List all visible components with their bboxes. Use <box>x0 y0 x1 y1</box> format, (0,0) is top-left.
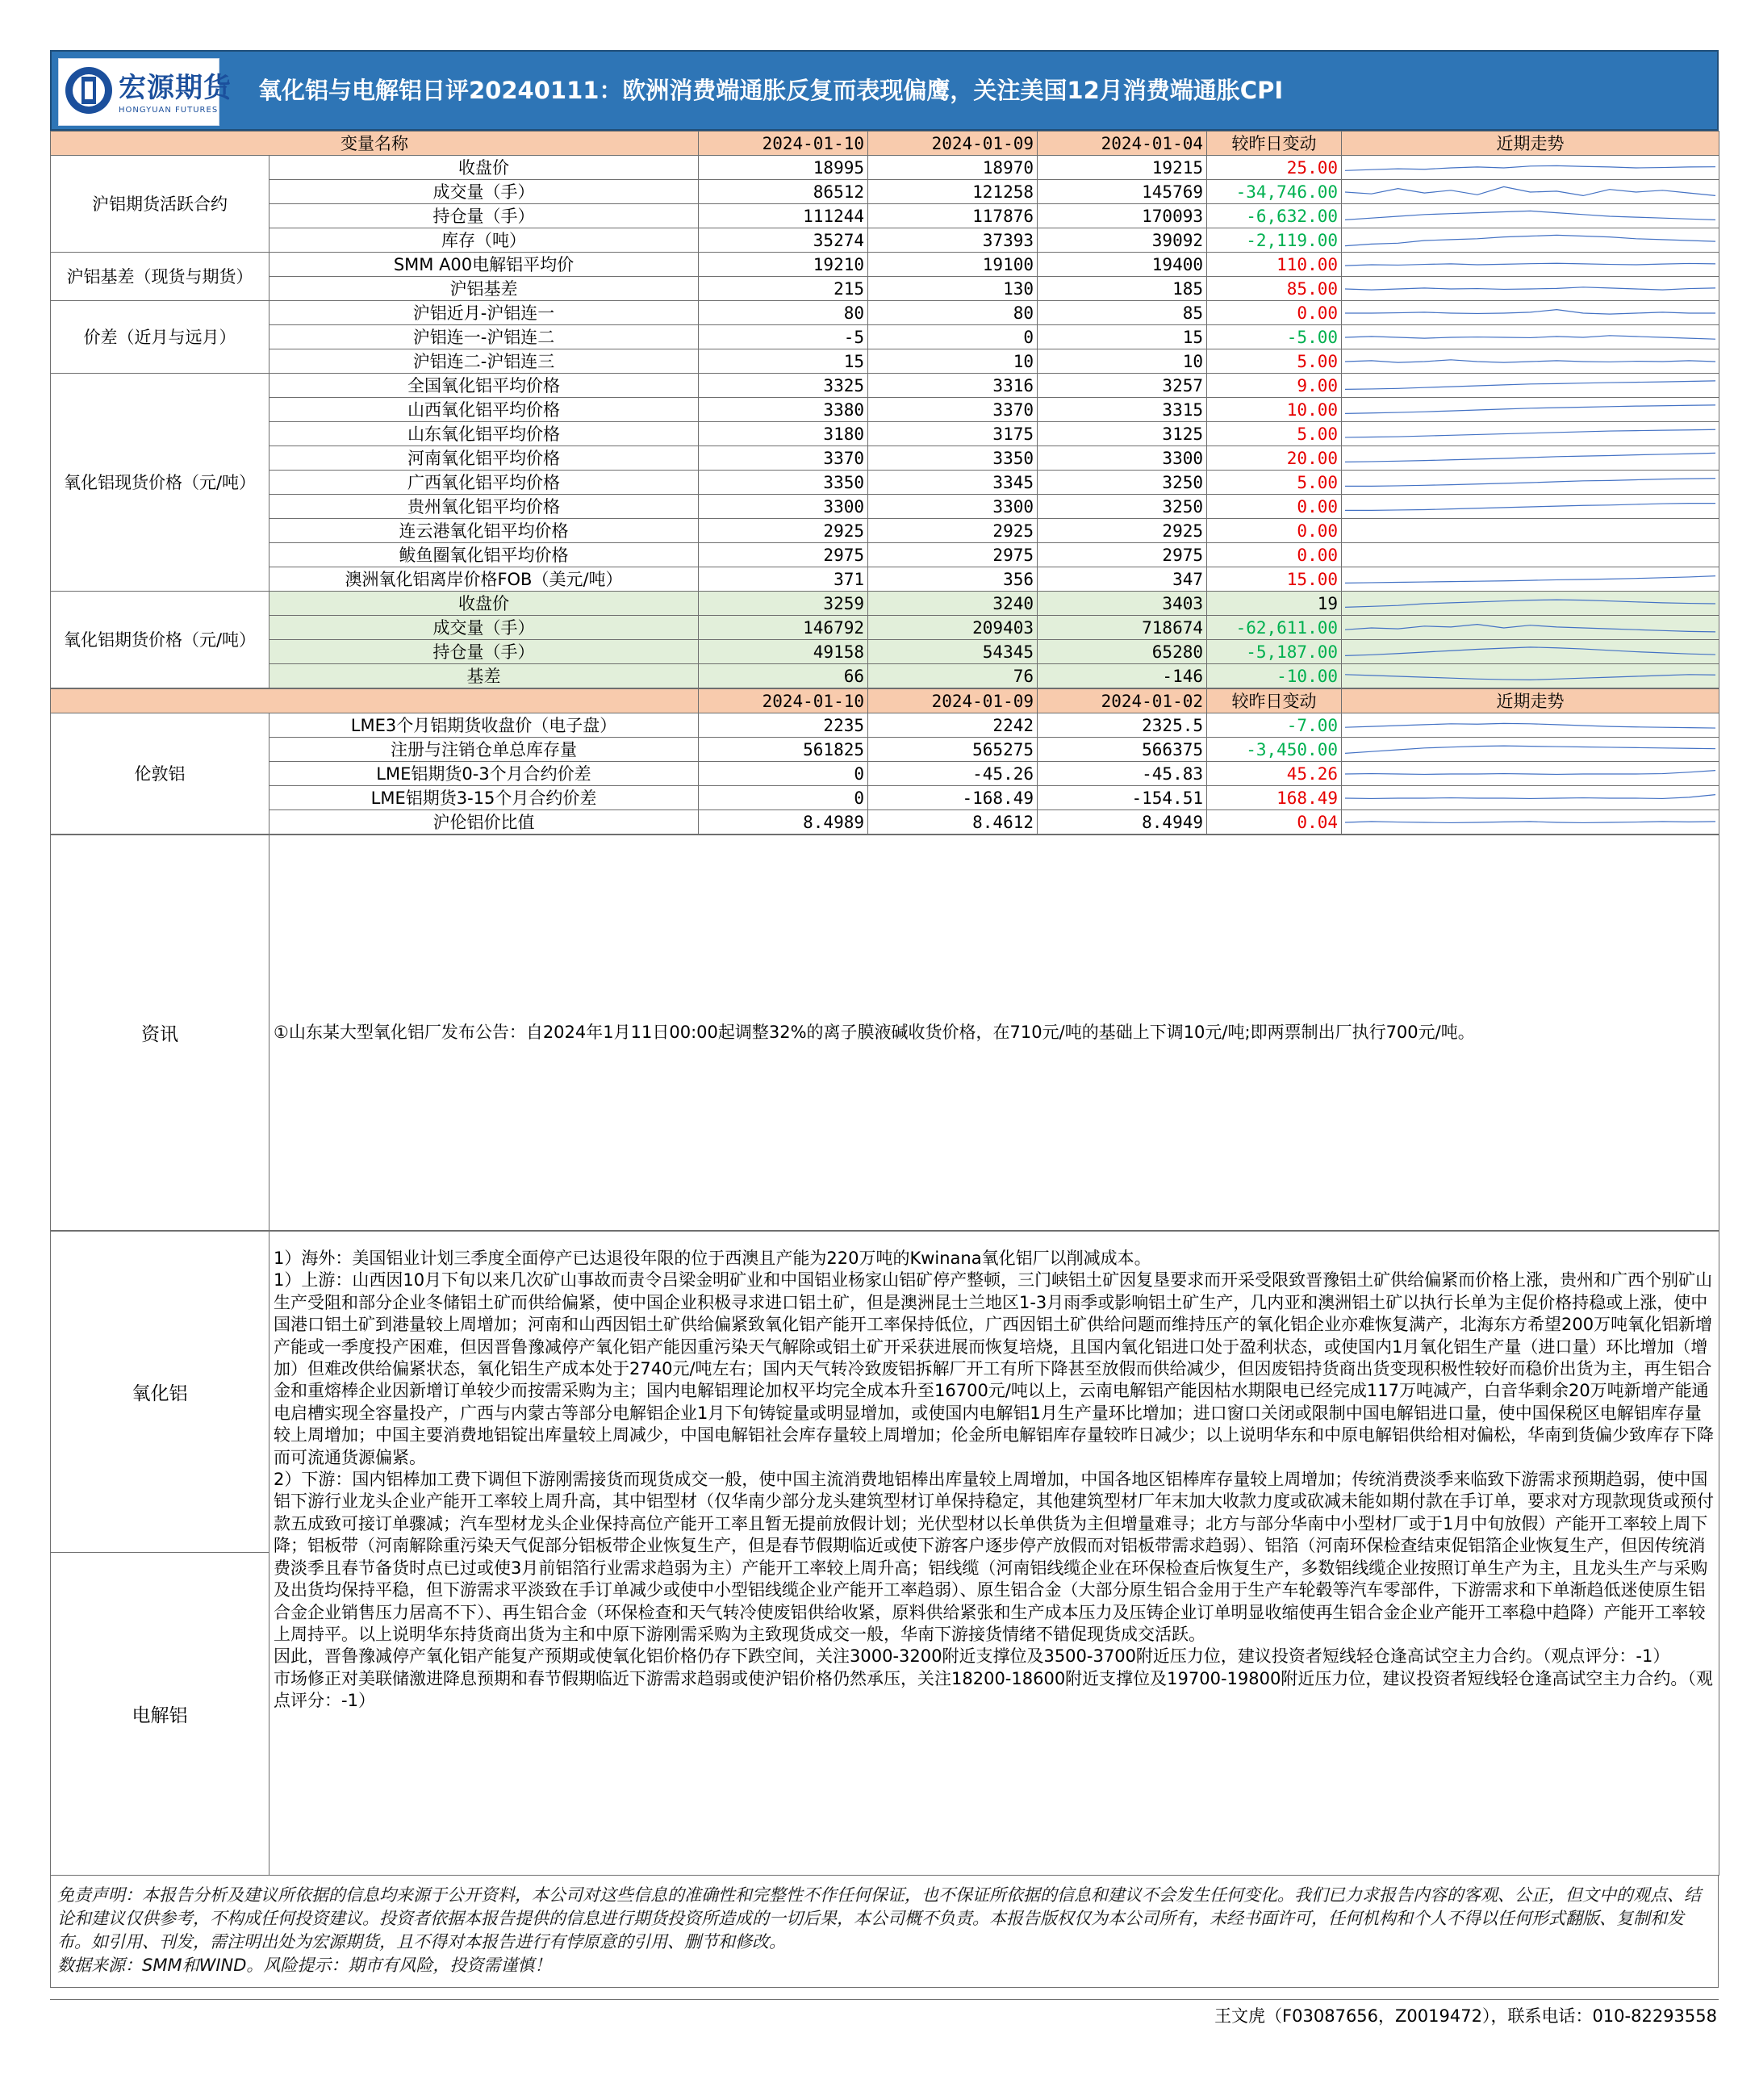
row-value-2: 2242 <box>868 713 1038 738</box>
row-value-2: 0 <box>868 325 1038 349</box>
table-row <box>51 543 1719 567</box>
row-value-3: 185 <box>1038 277 1207 301</box>
table-row <box>51 398 1719 422</box>
row-value-1: 2235 <box>699 713 868 738</box>
row-value-3: -45.83 <box>1038 762 1207 786</box>
row-variable: 全国氧化铝平均价格 <box>269 374 699 398</box>
trend-sparkline <box>1345 375 1715 396</box>
row-trend-cell <box>1342 519 1719 543</box>
row-variable: 山东氧化铝平均价格 <box>269 422 699 446</box>
trend-line <box>1345 770 1715 774</box>
row-change: -34,746.00 <box>1207 180 1342 204</box>
header-row <box>51 132 1719 156</box>
row-change: 85.00 <box>1207 277 1342 301</box>
row-change: -62,611.00 <box>1207 616 1342 640</box>
row-trend-cell <box>1342 640 1719 664</box>
row-change: 5.00 <box>1207 422 1342 446</box>
row-value-1: 49158 <box>699 640 868 664</box>
logo-emblem-icon <box>64 65 114 115</box>
domestic-data-table <box>50 131 1719 688</box>
header-col-4: 较昨日变动 <box>1207 132 1342 156</box>
table-row <box>51 325 1719 349</box>
row-value-3: 19400 <box>1038 253 1207 277</box>
row-trend-cell <box>1342 446 1719 471</box>
row-value-2: 76 <box>868 664 1038 688</box>
row-variable: 沪铝连二-沪铝连三 <box>269 349 699 374</box>
trend-line <box>1345 380 1715 389</box>
row-value-1: 86512 <box>699 180 868 204</box>
row-value-1: 19210 <box>699 253 868 277</box>
table-row <box>51 616 1719 640</box>
row-value-3: 85 <box>1038 301 1207 325</box>
row-change: 19 <box>1207 592 1342 616</box>
row-variable: 成交量（手） <box>269 616 699 640</box>
trend-sparkline <box>1345 715 1715 736</box>
row-value-1: 3325 <box>699 374 868 398</box>
category-label: 价差（近月与远月） <box>51 301 269 374</box>
trend-sparkline <box>1345 521 1715 542</box>
table-row <box>51 567 1719 592</box>
row-value-2: 3240 <box>868 592 1038 616</box>
trend-line <box>1345 211 1715 220</box>
row-value-2: 80 <box>868 301 1038 325</box>
analysis-overseas: 1）海外：美国铝业计划三季度全面停产已达退役年限的位于西澳且产能为220万吨的Kwinana氧化铝厂以削减成本。 <box>274 1249 1151 1268</box>
row-value-2: 37393 <box>868 228 1038 253</box>
row-value-3: 145769 <box>1038 180 1207 204</box>
table-row <box>51 422 1719 446</box>
trend-line <box>1345 186 1715 195</box>
table-row <box>51 228 1719 253</box>
row-variable: 连云港氧化铝平均价格 <box>269 519 699 543</box>
table-row <box>51 713 1719 738</box>
row-change: 0.00 <box>1207 543 1342 567</box>
trend-line <box>1345 624 1715 631</box>
trend-line <box>1345 674 1715 680</box>
trend-sparkline <box>1345 788 1715 809</box>
trend-line <box>1345 723 1715 728</box>
row-change: -5,187.00 <box>1207 640 1342 664</box>
data-source-text: 数据来源：SMM和WIND。风险提示：期市有风险，投资需谨慎！ <box>57 1956 552 1975</box>
category-label: 氧化铝期货价格（元/吨） <box>51 592 269 688</box>
row-change: -3,450.00 <box>1207 738 1342 762</box>
row-trend-cell <box>1342 762 1719 786</box>
row-value-1: 371 <box>699 567 868 592</box>
row-value-2: 209403 <box>868 616 1038 640</box>
row-value-2: 117876 <box>868 204 1038 228</box>
trend-sparkline <box>1345 327 1715 348</box>
row-value-1: 146792 <box>699 616 868 640</box>
row-trend-cell <box>1342 349 1719 374</box>
row-change: 10.00 <box>1207 398 1342 422</box>
category-label: 沪铝期货活跃合约 <box>51 156 269 253</box>
row-value-2: 10 <box>868 349 1038 374</box>
row-variable: 注册与注销仓单总库存量 <box>269 738 699 762</box>
trend-line <box>1345 335 1715 338</box>
row-variable: 基差 <box>269 664 699 688</box>
row-value-3: 10 <box>1038 349 1207 374</box>
company-logo <box>58 58 232 126</box>
row-value-2: 121258 <box>868 180 1038 204</box>
row-value-2: 3300 <box>868 495 1038 519</box>
row-change: 110.00 <box>1207 253 1342 277</box>
row-variable: 澳洲氧化铝离岸价格FOB（美元/吨） <box>269 567 699 592</box>
header-row <box>51 689 1719 713</box>
row-value-2: 54345 <box>868 640 1038 664</box>
row-value-1: 15 <box>699 349 868 374</box>
trend-sparkline <box>1345 666 1715 687</box>
row-value-1: 3370 <box>699 446 868 471</box>
row-value-2: 565275 <box>868 738 1038 762</box>
news-label: 资讯 <box>51 835 269 1231</box>
news-text: ①山东某大型氧化铝厂发布公告：自2024年1月11日00:00起调整32%的离子膜液碱收货价格，在710元/吨的基础上下调10元/吨;即两票制出厂执行700元/吨。 <box>274 1022 1475 1042</box>
row-value-2: 19100 <box>868 253 1038 277</box>
logo-english-name: HONGYUAN FUTURES <box>119 106 219 115</box>
row-value-1: 18995 <box>699 156 868 180</box>
row-change: 0.04 <box>1207 810 1342 835</box>
row-value-3: -146 <box>1038 664 1207 688</box>
trend-sparkline <box>1345 157 1715 178</box>
row-value-1: 3350 <box>699 471 868 495</box>
row-change: 25.00 <box>1207 156 1342 180</box>
row-value-3: 3403 <box>1038 592 1207 616</box>
trend-line <box>1345 453 1715 462</box>
row-trend-cell <box>1342 567 1719 592</box>
header-col-2: 2024-01-09 <box>868 689 1038 713</box>
row-trend-cell <box>1342 471 1719 495</box>
row-value-2: 2925 <box>868 519 1038 543</box>
row-value-1: 3300 <box>699 495 868 519</box>
row-value-3: 3250 <box>1038 471 1207 495</box>
row-variable: 库存（吨） <box>269 228 699 253</box>
row-value-3: 2975 <box>1038 543 1207 567</box>
table-row <box>51 180 1719 204</box>
row-change: 45.26 <box>1207 762 1342 786</box>
trend-sparkline <box>1345 182 1715 203</box>
news-content <box>269 835 1719 1231</box>
row-value-1: 3180 <box>699 422 868 446</box>
row-trend-cell <box>1342 592 1719 616</box>
trend-sparkline <box>1345 254 1715 275</box>
trend-line <box>1345 165 1715 170</box>
analysis-conclusion-alumina: 因此，晋鲁豫减停产氧化铝产能复产预期或使氧化铝价格仍存下跌空间，关注3000-3200附近支撑位及3500-3700附近压力位，建议投资者短线轻仓逢高试空主力合约。（观点评分：-1） <box>274 1646 1670 1667</box>
analysis-conclusion-aluminium: 市场修正对美联储激进降息预期和春节假期临近下游需求趋弱或使沪铝价格仍然承压，关注18200-18600附近支撑位及19700-19800附近压力位，建议投资者短线轻仓逢高试空主力合约。（观点评分：-1） <box>274 1668 1713 1711</box>
row-variable: 沪铝连一-沪铝连二 <box>269 325 699 349</box>
header-col-4: 较昨日变动 <box>1207 689 1342 713</box>
row-variable: 成交量（手） <box>269 180 699 204</box>
trend-line <box>1345 359 1715 362</box>
row-change: -6,632.00 <box>1207 204 1342 228</box>
row-value-3: 15 <box>1038 325 1207 349</box>
row-value-3: 3315 <box>1038 398 1207 422</box>
row-value-1: 3259 <box>699 592 868 616</box>
trend-sparkline <box>1345 278 1715 299</box>
row-value-3: 8.4949 <box>1038 810 1207 835</box>
row-trend-cell <box>1342 301 1719 325</box>
header-variable <box>51 689 699 713</box>
row-trend-cell <box>1342 325 1719 349</box>
trend-line <box>1345 404 1715 413</box>
trend-line <box>1345 646 1715 655</box>
row-value-3: 2925 <box>1038 519 1207 543</box>
row-trend-cell <box>1342 495 1719 519</box>
row-variable: 山西氧化铝平均价格 <box>269 398 699 422</box>
category-label: 沪铝基差（现货与期货） <box>51 253 269 301</box>
row-value-3: 65280 <box>1038 640 1207 664</box>
analysis-downstream: 2）下游：国内铝棒加工费下调但下游刚需接货而现货成交一般，使中国主流消费地铝棒出库量较上周增加，中国各地区铝棒库存量较上周增加；传统消费淡季来临致下游需求预期趋弱，使中国铝下游行业龙头企业产能开工率较上周升高，其中铝型材（仅华南少部分龙头建筑型材订单保持稳定，其他建筑型材厂年末加大收款力度或砍减未能如期付款在手订单，要求对方现款现货或预付款五成致可接订单骤减；汽车型材龙头企业保持高位产能开工率且暂无提前放假计划；光伏型材以长单供货为主但增量难寻；北方与部分华南中小型材厂或于1月中旬放假）产能开工率较上周下降；铝板带（河南解除重污染天气促部分铝板带企业恢复生产，但是春节假期临近或使下游客户逐步停产放假而对铝板带需求趋弱）、铝箔（河南环保检查结束促铝箔企业恢复生产，但因传统消费淡季且春节备货时点已过或使3月前铝箔行业需求趋弱为主）产能开工率较上周升高；铝线缆（河南铝线缆企业在环保检查后恢复生产，多数铝线缆企业按照订单生产为主，且龙头生产与采购及出货均保持平稳，但下游需求平淡致在手订单减少或使中小型铝线缆企业产能开工率趋弱）、原生铝合金（大部分原生铝合金用于生产车轮毂等汽车零部件，下游需求和下单渐趋低迷使原生铝合金企业销售压力居高不下）、再生铝合金（环保检查和天气转冷使废铝供给收紧，原料供给紧张和生产成本压力及压铸企业订单明显收缩使再生铝合金企业产能开工率稳中趋降）产能开工率较上周持平。以上说明华东持货商出货为主和中原下游刚需采购为主致现货成交一般，华南下游接货情绪不错促现货成交活跃。 <box>274 1470 1714 1644</box>
category-label: 氧化铝现货价格（元/吨） <box>51 374 269 592</box>
trend-sparkline <box>1345 303 1715 324</box>
row-change: 5.00 <box>1207 471 1342 495</box>
row-variable: 沪伦铝价比值 <box>269 810 699 835</box>
row-trend-cell <box>1342 180 1719 204</box>
row-variable: 广西氧化铝平均价格 <box>269 471 699 495</box>
row-trend-cell <box>1342 398 1719 422</box>
header-col-2: 2024-01-09 <box>868 132 1038 156</box>
row-value-2: 3316 <box>868 374 1038 398</box>
row-variable: 沪铝近月-沪铝连一 <box>269 301 699 325</box>
row-value-1: 8.4989 <box>699 810 868 835</box>
row-trend-cell <box>1342 786 1719 810</box>
row-value-2: 356 <box>868 567 1038 592</box>
trend-sparkline <box>1345 400 1715 420</box>
row-value-2: 130 <box>868 277 1038 301</box>
row-trend-cell <box>1342 616 1719 640</box>
table-row <box>51 640 1719 664</box>
analyst-contact: 王文虎（F03087656，Z0019472），联系电话：010-82293558 <box>50 1999 1719 2032</box>
report-sheet <box>50 50 1719 2032</box>
row-change: 0.00 <box>1207 301 1342 325</box>
row-value-1: -5 <box>699 325 868 349</box>
table-row <box>51 786 1719 810</box>
analysis-content <box>269 1232 1719 1876</box>
report-header <box>50 50 1719 131</box>
row-value-1: 215 <box>699 277 868 301</box>
row-value-1: 561825 <box>699 738 868 762</box>
row-variable: 持仓量（手） <box>269 204 699 228</box>
row-value-1: 66 <box>699 664 868 688</box>
row-value-3: 170093 <box>1038 204 1207 228</box>
trend-sparkline <box>1345 472 1715 493</box>
row-change: 5.00 <box>1207 349 1342 374</box>
row-trend-cell <box>1342 374 1719 398</box>
row-change: -10.00 <box>1207 664 1342 688</box>
trend-sparkline <box>1345 593 1715 614</box>
row-trend-cell <box>1342 543 1719 567</box>
row-value-2: -45.26 <box>868 762 1038 786</box>
trend-line <box>1345 575 1715 583</box>
disclaimer-text: 免责声明：本报告分析及建议所依据的信息均来源于公开资料，本公司对这些信息的准确性和完整性不作任何保证，也不保证所依据的信息和建议不会发生任何变化。我们已力求报告内容的客观、公正，但文中的观点、结论和建议仅供参考，不构成任何投资建议。投资者依据本报告提供的信息进行期货投资所造成的一切后果，本公司概不负责。本报告版权仅为本公司所有，未经书面许可，任何机构和个人不得以任何形式翻版、复制和发布。如引用、刊发，需注明出处为宏源期货，且不得对本报告进行有悖原意的引用、删节和修改。 <box>57 1885 1701 1951</box>
table-row <box>51 471 1719 495</box>
row-value-3: 347 <box>1038 567 1207 592</box>
row-variable: 鲅鱼圈氧化铝平均价格 <box>269 543 699 567</box>
row-variable: LME3个月铝期货收盘价（电子盘） <box>269 713 699 738</box>
row-trend-cell <box>1342 738 1719 762</box>
trend-line <box>1345 794 1715 798</box>
row-value-3: 39092 <box>1038 228 1207 253</box>
trend-line <box>1345 746 1715 753</box>
row-variable: LME铝期货3-15个月合约价差 <box>269 786 699 810</box>
aluminium-label: 电解铝 <box>51 1553 269 1876</box>
row-variable: 河南氧化铝平均价格 <box>269 446 699 471</box>
row-value-1: 3380 <box>699 398 868 422</box>
row-value-1: 2975 <box>699 543 868 567</box>
news-section <box>50 835 1719 1231</box>
row-value-1: 80 <box>699 301 868 325</box>
trend-sparkline <box>1345 812 1715 833</box>
trend-line <box>1345 478 1715 486</box>
trend-line <box>1345 235 1715 245</box>
row-value-1: 0 <box>699 786 868 810</box>
trend-line <box>1345 287 1715 289</box>
row-change: -7.00 <box>1207 713 1342 738</box>
table-row <box>51 277 1719 301</box>
header-col-5: 近期走势 <box>1342 689 1719 713</box>
row-change: 0.00 <box>1207 519 1342 543</box>
header-col-1: 2024-01-10 <box>699 132 868 156</box>
trend-line <box>1345 429 1715 437</box>
row-value-1: 2925 <box>699 519 868 543</box>
trend-sparkline <box>1345 424 1715 445</box>
row-value-3: 566375 <box>1038 738 1207 762</box>
trend-line <box>1345 600 1715 607</box>
table-row <box>51 664 1719 688</box>
trend-sparkline <box>1345 351 1715 372</box>
trend-line <box>1345 821 1715 822</box>
row-trend-cell <box>1342 253 1719 277</box>
row-change: 20.00 <box>1207 446 1342 471</box>
row-value-3: 19215 <box>1038 156 1207 180</box>
table-row <box>51 810 1719 835</box>
row-value-2: 3370 <box>868 398 1038 422</box>
header-variable: 变量名称 <box>51 132 699 156</box>
row-trend-cell <box>1342 228 1719 253</box>
row-value-2: 18970 <box>868 156 1038 180</box>
table-row <box>51 374 1719 398</box>
row-value-3: 3250 <box>1038 495 1207 519</box>
trend-sparkline <box>1345 739 1715 760</box>
alumina-label: 氧化铝 <box>51 1232 269 1553</box>
header-col-5: 近期走势 <box>1342 132 1719 156</box>
trend-sparkline <box>1345 545 1715 566</box>
table-row <box>51 204 1719 228</box>
trend-sparkline <box>1345 763 1715 784</box>
row-change: -5.00 <box>1207 325 1342 349</box>
table-row <box>51 592 1719 616</box>
row-value-3: -154.51 <box>1038 786 1207 810</box>
report-title: 氧化铝与电解铝日评20240111：欧洲消费端通胀反复而表现偏鹰，关注美国12月消费端通胀CPI <box>258 77 1284 104</box>
table-row <box>51 253 1719 277</box>
row-change: 15.00 <box>1207 567 1342 592</box>
trend-sparkline <box>1345 448 1715 469</box>
trend-line <box>1345 503 1715 510</box>
row-value-3: 718674 <box>1038 616 1207 640</box>
row-trend-cell <box>1342 422 1719 446</box>
row-variable: 贵州氧化铝平均价格 <box>269 495 699 519</box>
table-row <box>51 156 1719 180</box>
row-variable: SMM A00电解铝平均价 <box>269 253 699 277</box>
row-change: 9.00 <box>1207 374 1342 398</box>
trend-sparkline <box>1345 642 1715 663</box>
table-row <box>51 349 1719 374</box>
row-value-1: 0 <box>699 762 868 786</box>
row-trend-cell <box>1342 277 1719 301</box>
header-col-1: 2024-01-10 <box>699 689 868 713</box>
row-variable: 持仓量（手） <box>269 640 699 664</box>
logo-chinese-name: 宏源期货 <box>119 72 232 104</box>
trend-sparkline <box>1345 569 1715 590</box>
row-trend-cell <box>1342 713 1719 738</box>
row-value-2: 2975 <box>868 543 1038 567</box>
trend-line <box>1345 263 1715 266</box>
row-change: 168.49 <box>1207 786 1342 810</box>
row-value-1: 111244 <box>699 204 868 228</box>
table-row <box>51 446 1719 471</box>
row-trend-cell <box>1342 204 1719 228</box>
trend-sparkline <box>1345 496 1715 517</box>
trend-sparkline <box>1345 206 1715 227</box>
row-trend-cell <box>1342 664 1719 688</box>
table-row <box>51 495 1719 519</box>
table-row <box>51 762 1719 786</box>
row-trend-cell <box>1342 810 1719 835</box>
row-value-1: 35274 <box>699 228 868 253</box>
header-col-3: 2024-01-02 <box>1038 689 1207 713</box>
row-variable: LME铝期货0-3个月合约价差 <box>269 762 699 786</box>
row-value-2: 3175 <box>868 422 1038 446</box>
row-value-3: 3125 <box>1038 422 1207 446</box>
row-change: 0.00 <box>1207 495 1342 519</box>
row-variable: 沪铝基差 <box>269 277 699 301</box>
analysis-section <box>50 1231 1719 1876</box>
row-value-2: 3345 <box>868 471 1038 495</box>
row-value-2: -168.49 <box>868 786 1038 810</box>
disclaimer-block <box>50 1876 1719 1988</box>
row-variable: 收盘价 <box>269 592 699 616</box>
row-value-3: 3257 <box>1038 374 1207 398</box>
row-value-3: 3300 <box>1038 446 1207 471</box>
row-value-3: 2325.5 <box>1038 713 1207 738</box>
lme-data-table <box>50 688 1719 835</box>
row-variable: 收盘价 <box>269 156 699 180</box>
table-row <box>51 519 1719 543</box>
analysis-upstream: 1）上游：山西因10月下旬以来几次矿山事故而责令吕梁金明矿业和中国铝业杨家山铝矿停产整顿，三门峡铝土矿因复垦要求而开采受限致晋豫铝土矿供给偏紧而价格上涨，贵州和广西个别矿山生产受阻和部分企业冬储铝土矿而供给偏紧，使中国企业积极寻求进口铝土矿，但是澳洲昆士兰地区1-3月雨季或影响铝土矿生产，几内亚和澳洲铝土矿以执行长单为主促价格持稳或上涨，使中国港口铝土矿到港量较上周增加；河南和山西因铝土矿供给偏紧致氧化铝产能开工率保持低位，广西因铝土矿供给问题而维持压产的氧化铝企业亦难恢复满产，北海东方希望200万吨氧化铝新增产能或一季度投产困难，但因晋鲁豫减停产氧化铝产能因重污染天气解除或铝土矿开采获进展而恢复培烧，且国内氧化铝进口处于盈利状态，或使国内1月氧化铝生产量（进口量）环比增加（增加）但难改供给偏紧状态，氧化铝生产成本处于2740元/吨左右；国内天气转冷致废铝拆解厂开工有所下降甚至放假而供给减少，但因废铝持货商出货变现积极性较好而稳价出货为主，再生铝合金和重熔棒企业因新增订单较少而按需采购为主；国内电解铝理论加权平均完全成本升至16700元/吨以上，云南电解铝产能因枯水期限电已经完成117万吨减产，白音华剩余20万吨新增产能通电启槽实现全容量投产，广西与内蒙古等部分电解铝企业1月下旬铸锭量或明显增加，或使国内电解铝1月生产量环比增加；进口窗口关闭或限制中国电解铝进口量，使中国保税区电解铝库存量较上周增加；中国主要消费地铝锭出库量较上周减少，中国电解铝社会库存量较上周增加；伦金所电解铝库存量较昨日减少；以上说明华东和中原电解铝供给相对偏松，华南到货偏少致库存下降而可流通货源偏紧。 <box>274 1270 1714 1467</box>
row-value-2: 3350 <box>868 446 1038 471</box>
table-row <box>51 301 1719 325</box>
row-value-2: 8.4612 <box>868 810 1038 835</box>
trend-sparkline <box>1345 230 1715 251</box>
row-change: -2,119.00 <box>1207 228 1342 253</box>
table-row <box>51 738 1719 762</box>
header-col-3: 2024-01-04 <box>1038 132 1207 156</box>
trend-sparkline <box>1345 617 1715 638</box>
row-trend-cell <box>1342 156 1719 180</box>
trend-line <box>1345 309 1715 314</box>
category-label: 伦敦铝 <box>51 713 269 835</box>
